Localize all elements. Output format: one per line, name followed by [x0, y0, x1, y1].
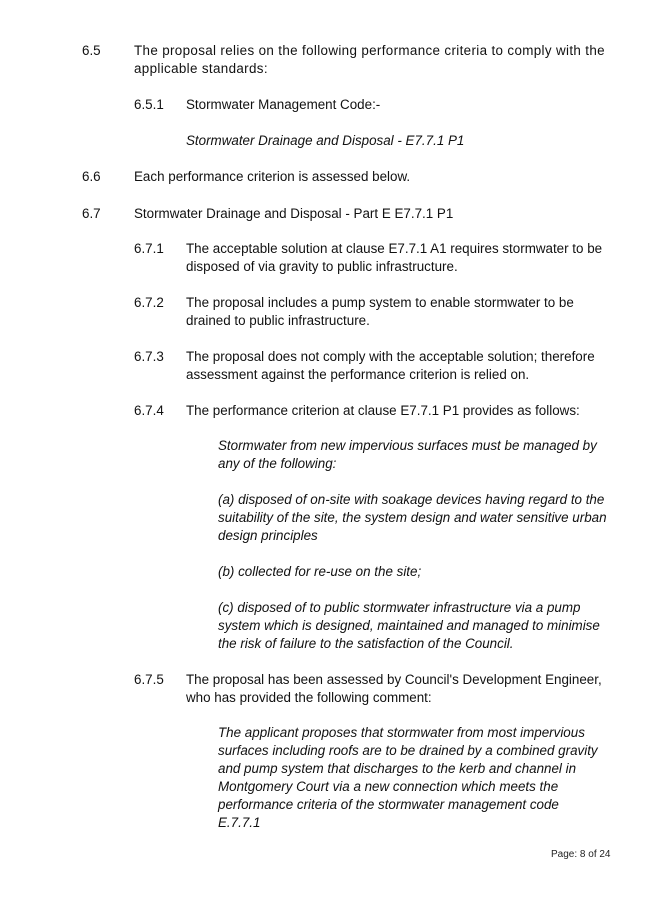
section-text: Each performance criterion is assessed below. — [134, 169, 411, 184]
engineer-comment-quote: The applicant proposes that stormwater from most impervious surfaces including roofs are to be drained by a combined gravity and pump system that discharges to the kerb and channel in Montgomery Court via a new connection which meets the performance criteria of the stormwater management code E.7.7.1 — [218, 725, 598, 830]
criterion-quote-a: (a) disposed of on-site with soakage devices having regard to the suitability of the site, the system design and water sensitive urban design principles — [218, 492, 607, 543]
section-text: The performance criterion at clause E7.7.1 P1 provides as follows: — [186, 403, 580, 418]
section-6-5-1-subtitle: Stormwater Drainage and Disposal - E7.7.1 P1 — [186, 133, 465, 148]
section-number: 6.6 — [82, 169, 101, 184]
section-number: 6.7.2 — [134, 295, 164, 310]
criterion-quote-b: (b) collected for re-use on the site; — [218, 564, 422, 579]
section-number: 6.7.4 — [134, 403, 164, 418]
section-number: 6.7.5 — [134, 672, 164, 687]
page-number: Page: 8 of 24 — [551, 849, 611, 860]
section-number: 6.7.1 — [134, 241, 164, 256]
section-number: 6.5 — [82, 43, 101, 58]
criterion-quote-intro: Stormwater from new impervious surfaces must be managed by any of the following: — [218, 438, 597, 471]
section-number: 6.5.1 — [134, 97, 164, 112]
section-text: The proposal includes a pump system to enable stormwater to be drained to public infrastructure. — [186, 295, 574, 328]
section-text: Stormwater Management Code:- — [186, 97, 381, 112]
criterion-quote-c: (c) disposed of to public stormwater infrastructure via a pump system which is designed, maintained and managed to minimise the risk of failure to the satisfaction of the Council. — [218, 600, 600, 651]
section-text: The proposal has been assessed by Council's Development Engineer, who has provided the following comment: — [186, 672, 602, 705]
section-text: The acceptable solution at clause E7.7.1 A1 requires stormwater to be disposed of via gravity to public infrastructure. — [186, 241, 603, 274]
section-text: The proposal does not comply with the acceptable solution; therefore assessment against the performance criterion is relied on. — [186, 349, 595, 382]
section-text: Stormwater Drainage and Disposal - Part E E7.7.1 P1 — [134, 206, 454, 221]
section-number: 6.7.3 — [134, 349, 164, 364]
section-text: The proposal relies on the following performance criteria to comply with the applicable standards: — [134, 43, 605, 76]
section-number: 6.7 — [82, 206, 101, 221]
